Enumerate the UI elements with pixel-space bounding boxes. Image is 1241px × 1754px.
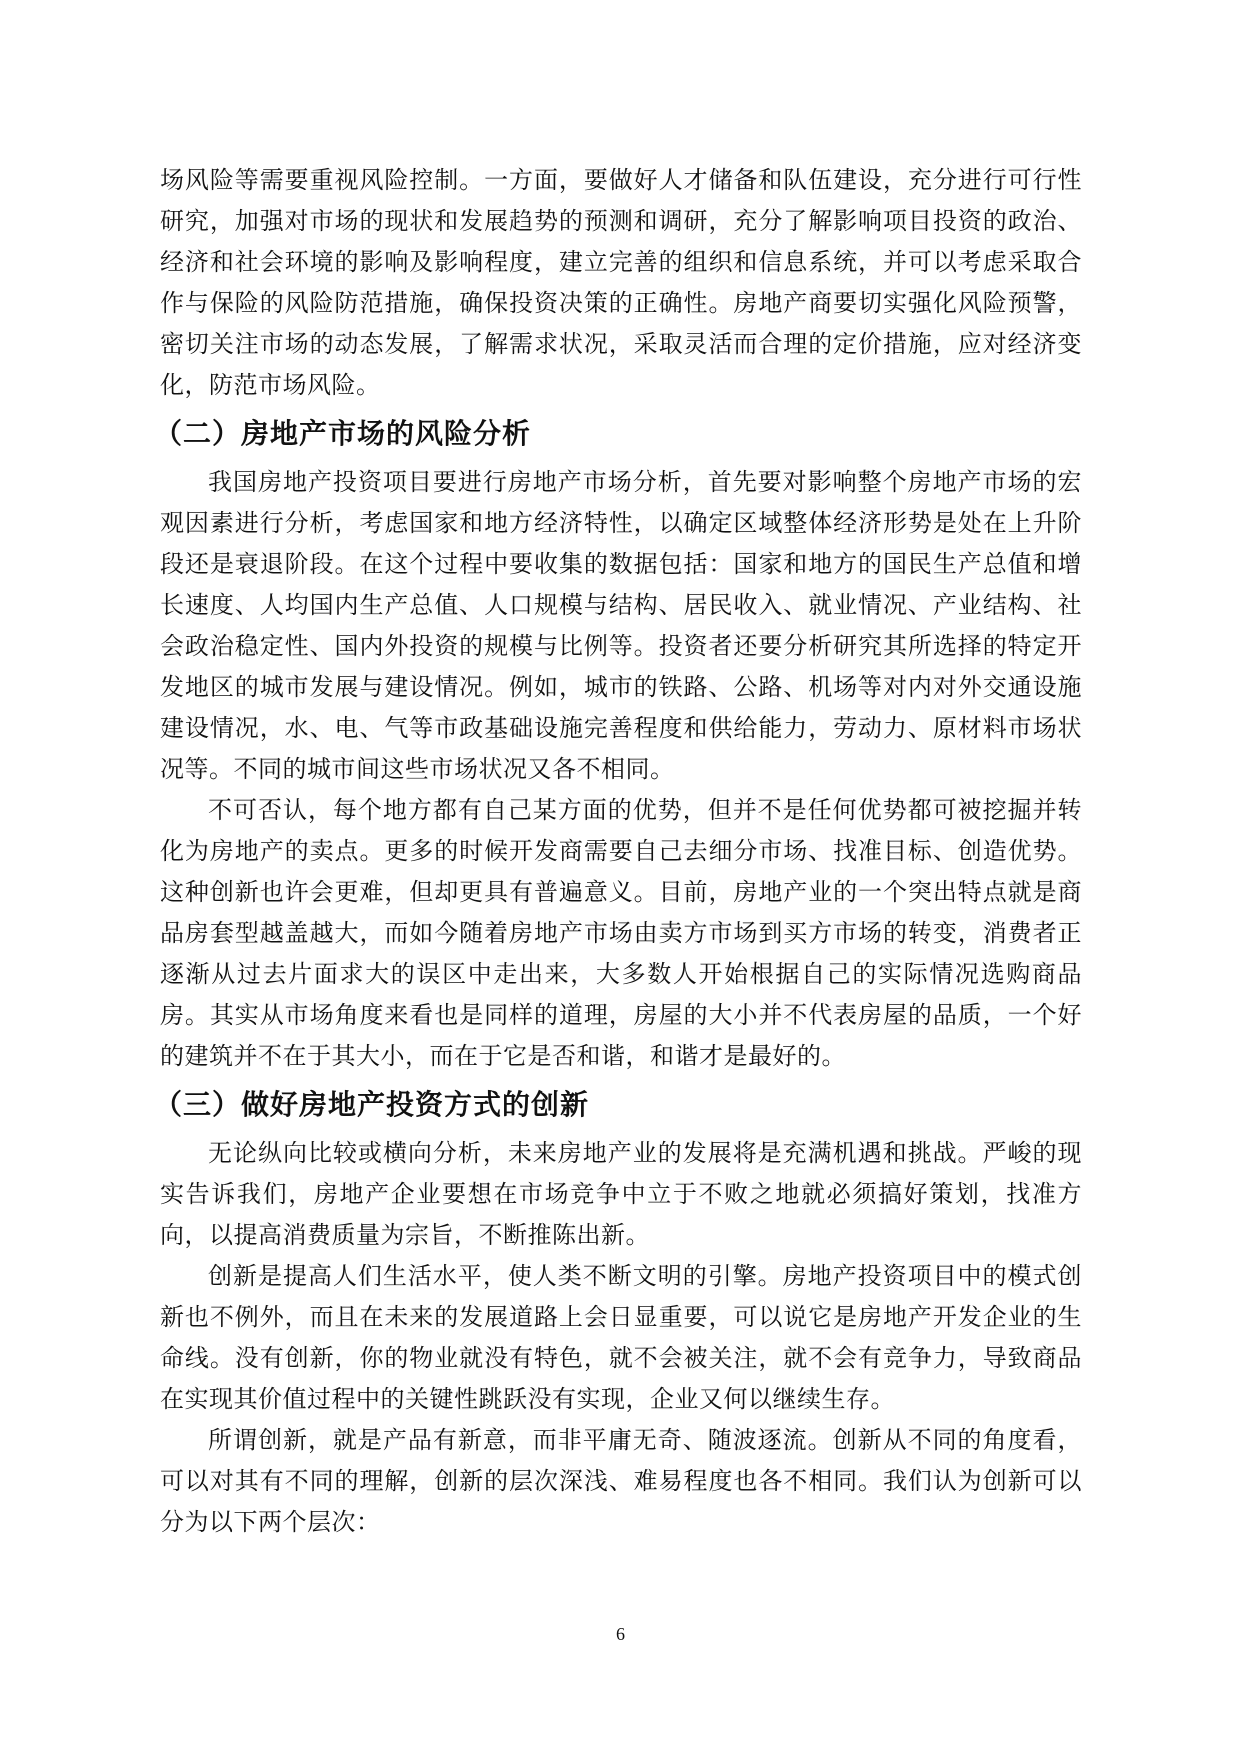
paragraph: 创新是提高人们生活水平，使人类不断文明的引擎。房地产投资项目中的模式创新也不例外，而且在未来的发展道路上会日显重要，可以说它是房地产开发企业的生命线。没有创新，你的物业就没有特色，就不会被关注，就不会有竞争力，导致商品在实现其价值过程中的关键性跳跃没有实现，企业又何以继续生存。 [160,1262,1082,1413]
paragraph-continued: 场风险等需要重视风险控制。一方面，要做好人才储备和队伍建设，充分进行可行性研究，加强对市场的现状和发展趋势的预测和调研，充分了解影响项目投资的政治、经济和社会环境的影响及影响程度，建立完善的组织和信息系统，并可以考虑采取合作与保险的风险防范措施，确保投资决策的正确性。房地产商要切实强化风险预警，密切关注市场的动态发展，了解需求状况，采取灵活而合理的定价措施，应对经济变化，防范市场风险。 [160,166,1082,399]
page-number: 6 [616,1624,625,1644]
paragraph: 所谓创新，就是产品有新意，而非平庸无奇、随波逐流。创新从不同的角度看，可以对其有不同的理解，创新的层次深浅、难易程度也各不相同。我们认为创新可以分为以下两个层次： [160,1426,1082,1536]
paragraph: 不可否认，每个地方都有自己某方面的优势，但并不是任何优势都可被挖掘并转化为房地产的卖点。更多的时候开发商需要自己去细分市场、找准目标、创造优势。这种创新也许会更难，但却更具有普遍意义。目前，房地产业的一个突出特点就是商品房套型越盖越大，而如今随着房地产市场由卖方市场到买方市场的转变，消费者正逐渐从过去片面求大的误区中走出来，大多数人开始根据自己的实际情况选购商品房。其实从市场角度来看也是同样的道理，房屋的大小并不代表房屋的品质，一个好的建筑并不在于其大小，而在于它是否和谐，和谐才是最好的。 [160,796,1082,1070]
section-heading-risk-analysis: （二）房地产市场的风险分析 [154,417,532,450]
paragraph: 无论纵向比较或横向分析，未来房地产业的发展将是充满机遇和挑战。严峻的现实告诉我们，房地产企业要想在市场竞争中立于不败之地就必须搞好策划，找准方向，以提高消费质量为宗旨，不断推陈出新。 [160,1139,1082,1249]
page-body [154,160,1082,1543]
paragraph: 我国房地产投资项目要进行房地产市场分析，首先要对影响整个房地产市场的宏观因素进行分析，考虑国家和地方经济特性，以确定区域整体经济形势是处在上升阶段还是衰退阶段。在这个过程中要收集的数据包括：国家和地方的国民生产总值和增长速度、人均国内生产总值、人口规模与结构、居民收入、就业情况、产业结构、社会政治稳定性、国内外投资的规模与比例等。投资者还要分析研究其所选择的特定开发地区的城市发展与建设情况。例如，城市的铁路、公路、机场等对内对外交通设施建设情况，水、电、气等市政基础设施完善程度和供给能力，劳动力、原材料市场状况等。不同的城市间这些市场状况又各不相同。 [160,468,1082,783]
section-heading-innovation: （三）做好房地产投资方式的创新 [154,1088,590,1121]
